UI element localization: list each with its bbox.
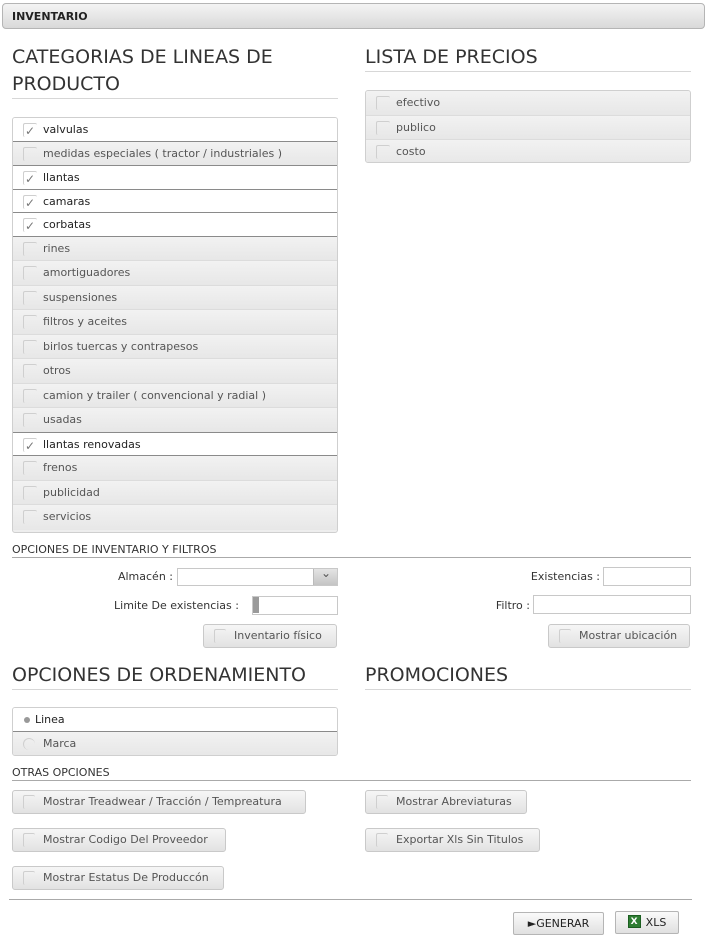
category-item[interactable]	[13, 408, 337, 433]
checkbox-icon	[23, 871, 35, 885]
category-item-label: medidas especiales ( tractor / industriales )	[43, 146, 282, 160]
mostrar-ubicacion-label: Mostrar ubicación	[579, 629, 678, 642]
codigo-proveedor-label: Mostrar Codigo Del Proveedor	[43, 833, 208, 846]
checkbox-icon	[23, 795, 35, 809]
checkbox-icon	[376, 833, 388, 847]
price-list-item-label: publico	[396, 120, 436, 134]
checkbox-icon	[376, 145, 390, 159]
price-list-item-label: costo	[396, 145, 426, 158]
checkbox-icon	[23, 389, 37, 403]
checkbox-icon	[376, 121, 390, 135]
category-item-label: camion y trailer ( convencional y radial )	[43, 388, 267, 402]
abreviaturas-label: Mostrar Abreviaturas	[396, 795, 512, 808]
category-item-label: frenos	[43, 461, 78, 474]
category-item[interactable]	[12, 189, 338, 214]
radio-icon	[24, 717, 30, 723]
checkbox-icon	[23, 315, 37, 329]
exportar-xls-label: Exportar Xls Sin Titulos	[396, 833, 524, 846]
category-item-label: rines	[43, 241, 71, 255]
limite-existencias-input[interactable]	[252, 596, 338, 615]
category-item[interactable]	[13, 335, 337, 360]
checkmark-icon	[23, 438, 37, 452]
checkmark-icon	[23, 218, 37, 232]
limite-existencias-label: Limite De existencias :	[114, 599, 239, 612]
generar-button[interactable]	[513, 912, 604, 935]
excel-icon	[628, 915, 641, 928]
ordering-options	[12, 707, 338, 756]
checkmark-icon	[23, 171, 37, 185]
prices-heading: LISTA DE PRECIOS	[365, 44, 691, 72]
ordering-option-label: Marca	[43, 736, 77, 750]
price-list-item-label: efectivo	[396, 96, 441, 109]
category-item[interactable]	[12, 117, 338, 142]
checkbox-icon	[23, 266, 37, 280]
category-item[interactable]	[13, 359, 337, 384]
inventory-options-label: OPCIONES DE INVENTARIO Y FILTROS	[12, 543, 691, 558]
category-item[interactable]	[13, 456, 337, 481]
ordering-option[interactable]	[13, 732, 337, 757]
checkbox-icon	[23, 461, 37, 475]
category-item-label: valvulas	[43, 123, 89, 136]
exportar-xls-toggle[interactable]	[365, 828, 540, 852]
almacen-select[interactable]	[177, 568, 338, 586]
checkbox-icon	[376, 795, 388, 809]
price-list-item[interactable]	[366, 91, 690, 116]
prices-list	[365, 90, 691, 163]
xls-label: XLS	[645, 916, 667, 929]
category-item-label: amortiguadores	[43, 266, 131, 279]
radio-icon	[23, 738, 35, 750]
checkbox-icon	[23, 413, 37, 427]
category-item[interactable]	[13, 142, 337, 167]
category-item-label: otros	[43, 364, 71, 377]
category-item[interactable]	[13, 505, 337, 530]
category-item[interactable]	[13, 261, 337, 286]
checkbox-icon	[23, 486, 37, 500]
category-item[interactable]	[13, 286, 337, 311]
category-item[interactable]	[13, 384, 337, 409]
other-options-label: OTRAS OPCIONES	[12, 766, 691, 781]
checkbox-icon	[23, 833, 35, 847]
checkbox-icon	[376, 96, 390, 110]
inventario-fisico-toggle[interactable]	[203, 624, 337, 648]
checkbox-icon	[23, 510, 37, 524]
existencias-input[interactable]	[603, 567, 691, 586]
category-item-label: birlos tuercas y contrapesos	[43, 339, 199, 353]
filtro-label: Filtro :	[495, 599, 530, 612]
checkbox-icon	[23, 147, 37, 161]
treadwear-label: Mostrar Treadwear / Tracción / Tempreatura	[43, 795, 282, 808]
checkbox-icon	[23, 291, 37, 305]
estatus-produccion-toggle[interactable]	[12, 866, 224, 890]
checkmark-icon	[23, 123, 37, 137]
category-item-label: servicios	[43, 510, 92, 523]
generar-label: ►GENERAR	[527, 917, 590, 930]
window-title-bar: INVENTARIO	[2, 3, 705, 29]
category-item-label: suspensiones	[43, 290, 118, 304]
category-item-label: llantas	[43, 171, 80, 184]
category-item[interactable]	[13, 481, 337, 506]
codigo-proveedor-toggle[interactable]	[12, 828, 226, 852]
checkmark-icon	[23, 195, 37, 209]
checkbox-icon	[559, 629, 571, 643]
checkbox-icon	[23, 364, 37, 378]
category-item-label: llantas renovadas	[43, 437, 141, 451]
estatus-produccion-label: Mostrar Estatus De Produccón	[43, 871, 209, 884]
xls-button[interactable]	[615, 911, 679, 934]
category-item[interactable]	[12, 212, 338, 237]
checkbox-icon	[214, 629, 226, 643]
ordering-heading: OPCIONES DE ORDENAMIENTO	[12, 662, 338, 690]
category-item-label: filtros y aceites	[43, 315, 127, 328]
category-item[interactable]	[13, 237, 337, 262]
field-grip	[253, 597, 259, 613]
footer-divider	[9, 899, 692, 900]
checkbox-icon	[23, 340, 37, 354]
mostrar-ubicacion-toggle[interactable]	[548, 624, 690, 648]
almacen-label: Almacén :	[117, 570, 173, 583]
categories-heading: CATEGORIAS DE LINEAS DE PRODUCTO	[12, 44, 338, 99]
price-list-item[interactable]	[366, 116, 690, 141]
category-item[interactable]	[12, 165, 338, 190]
categories-list	[12, 117, 338, 533]
abreviaturas-toggle[interactable]	[365, 790, 527, 814]
treadwear-toggle[interactable]	[12, 790, 306, 814]
promotions-heading: PROMOCIONES	[365, 662, 691, 690]
ordering-option-label: Linea	[35, 713, 65, 726]
inventario-fisico-label: Inventario físico	[234, 629, 322, 642]
price-list-item[interactable]	[366, 140, 690, 163]
category-item-label: camaras	[43, 194, 91, 208]
ordering-option[interactable]	[12, 707, 338, 732]
category-item-label: corbatas	[43, 218, 91, 231]
filtro-input[interactable]	[533, 595, 691, 614]
category-item[interactable]	[12, 432, 338, 457]
chevron-down-icon[interactable]	[313, 569, 337, 585]
checkbox-icon	[23, 242, 37, 256]
category-item-label: usadas	[43, 413, 82, 426]
existencias-label: Existencias :	[530, 570, 600, 583]
category-item[interactable]	[13, 310, 337, 335]
category-item-label: publicidad	[43, 485, 100, 499]
